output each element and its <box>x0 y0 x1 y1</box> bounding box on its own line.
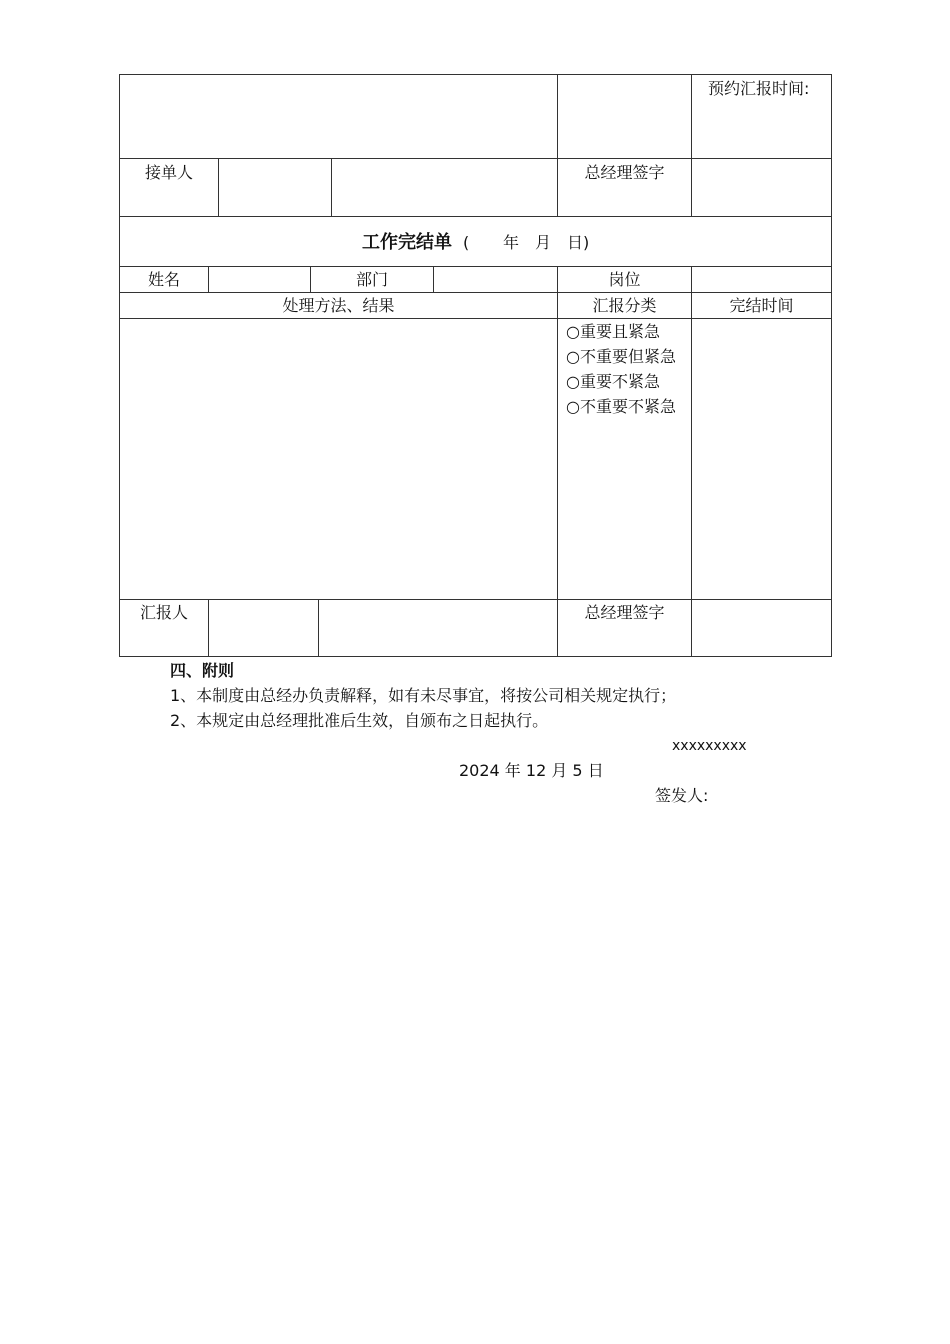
reporter-input-1[interactable] <box>208 599 319 657</box>
completion-time-input[interactable] <box>691 318 832 600</box>
company-name: xxxxxxxxx <box>672 738 747 754</box>
category-option-important-not-urgent[interactable]: ○重要不紧急 <box>566 372 660 391</box>
category-option-unimportant-not-urgent[interactable]: ○不重要不紧急 <box>566 397 676 416</box>
position-label: 岗位 <box>608 270 641 289</box>
date-month-label[interactable]: 月 <box>535 233 552 252</box>
title-row <box>119 216 832 267</box>
name-input[interactable] <box>208 266 311 293</box>
reporter-label: 汇报人 <box>139 603 188 622</box>
issue-date: 2024 年 12 月 5 日 <box>459 761 604 780</box>
report-category-header: 汇报分类 <box>592 296 657 315</box>
issuer-label: 签发人: <box>655 786 709 805</box>
completion-time-header: 完结时间 <box>729 296 794 315</box>
top-middle-cell <box>557 74 692 159</box>
position-input[interactable] <box>691 266 832 293</box>
gm-sign-label-top: 总经理签字 <box>584 163 665 182</box>
receiver-label: 接单人 <box>144 163 193 182</box>
appendix-item-2: 2、本规定由总经理批准后生效，自颁布之日起执行。 <box>170 711 549 730</box>
method-result-header: 处理方法、结果 <box>282 296 395 315</box>
date-day-label[interactable]: 日) <box>567 233 590 252</box>
top-blank-cell <box>119 74 558 159</box>
method-result-input[interactable] <box>119 318 558 600</box>
category-option-important-urgent[interactable]: ○重要且紧急 <box>566 322 660 341</box>
reserve-time-label: 预约汇报时间: <box>708 79 810 98</box>
date-open-paren: ( <box>463 233 470 252</box>
name-label: 姓名 <box>147 270 180 289</box>
completion-form-title: 工作完结单 <box>362 232 452 253</box>
gm-sign-label-bottom: 总经理签字 <box>584 603 665 622</box>
department-label: 部门 <box>355 270 388 289</box>
reporter-input-2[interactable] <box>318 599 558 657</box>
department-input[interactable] <box>433 266 558 293</box>
receiver-input-2[interactable] <box>331 158 558 217</box>
gm-sign-input-bottom[interactable] <box>691 599 832 657</box>
appendix-item-1: 1、本制度由总经办负责解释，如有未尽事宜，将按公司相关规定执行； <box>170 686 677 705</box>
appendix-heading: 四、附则 <box>170 661 235 680</box>
date-year-label[interactable]: 年 <box>503 233 520 252</box>
receiver-input-1[interactable] <box>218 158 332 217</box>
category-option-unimportant-urgent[interactable]: ○不重要但紧急 <box>566 347 676 366</box>
gm-sign-input-top[interactable] <box>691 158 832 217</box>
